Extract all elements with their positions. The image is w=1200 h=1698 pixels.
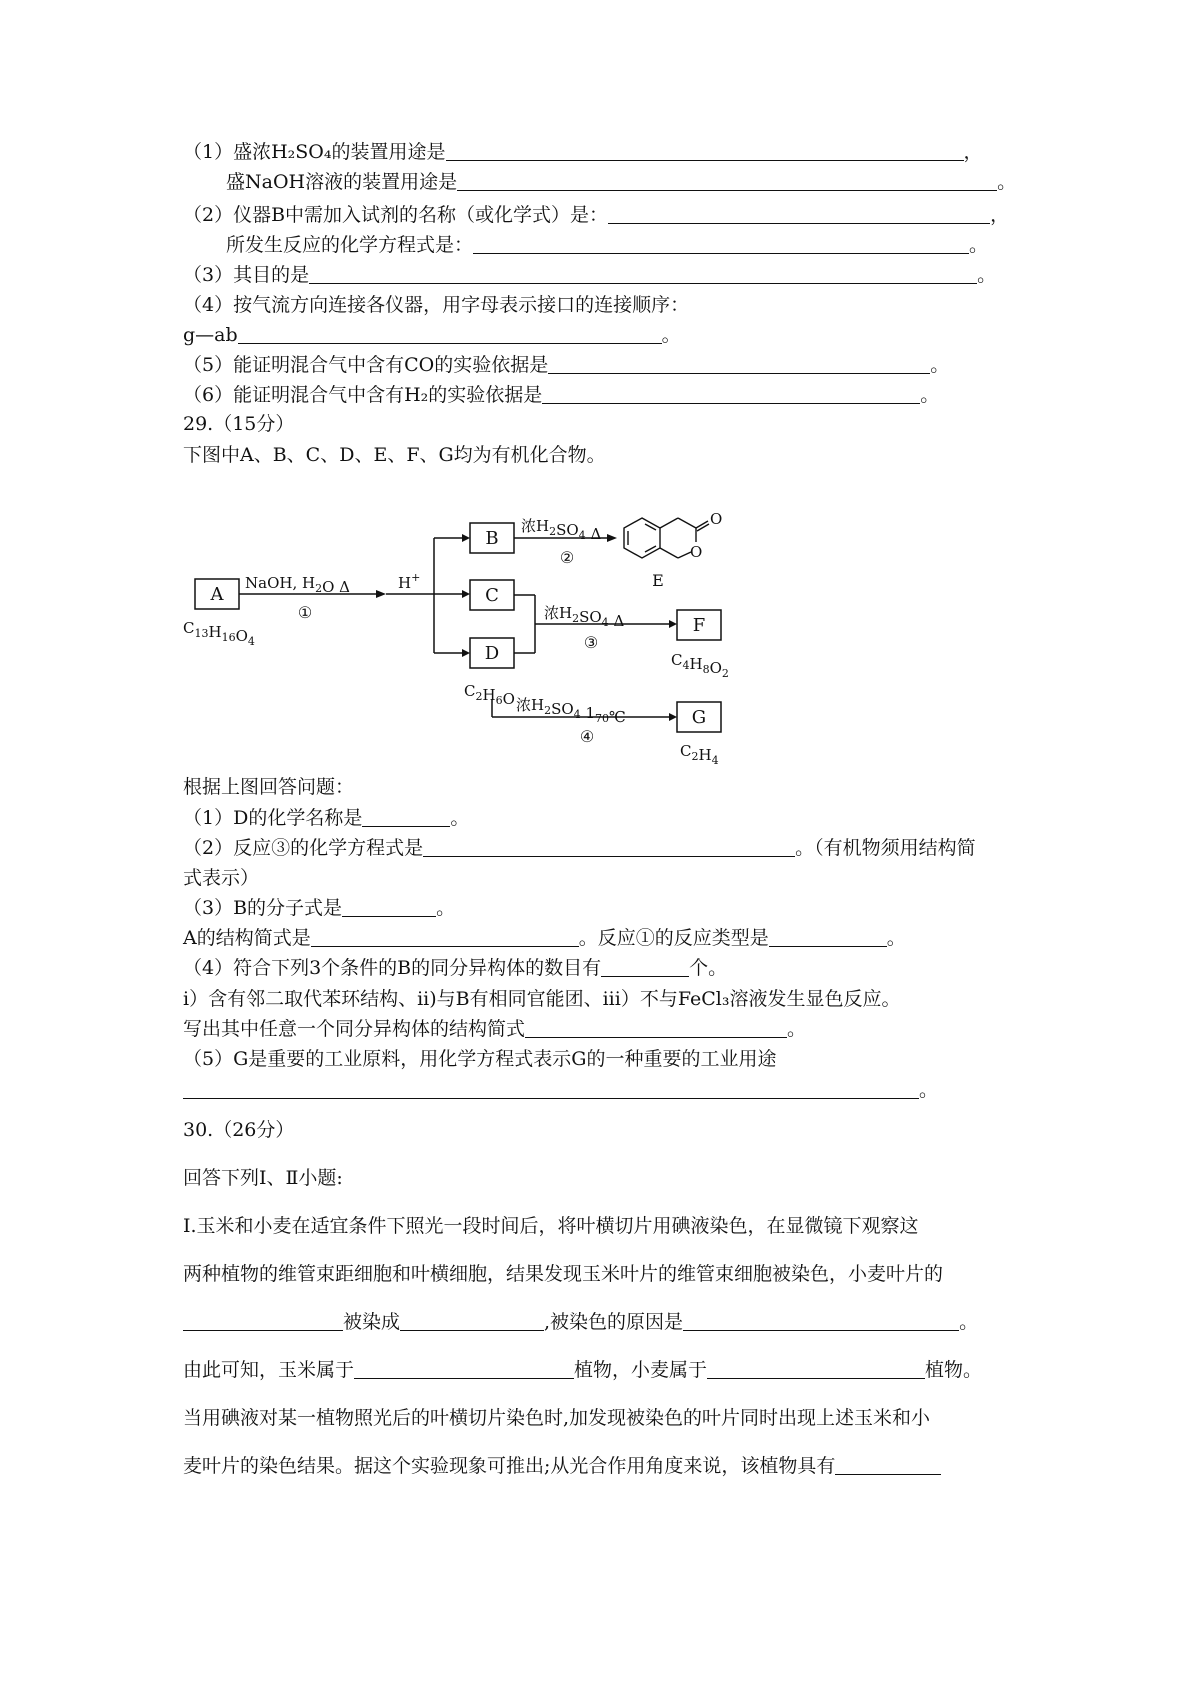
answer-blank[interactable]	[311, 928, 579, 947]
q29-sub4-conditions: i）含有邻二取代苯环结构、ii)与B有相同官能团、iii）不与FeCl₃溶液发生显色反应。	[183, 988, 901, 1010]
q28-part4	[183, 293, 689, 317]
answer-blank[interactable]	[400, 1312, 544, 1331]
answer-blank[interactable]	[457, 172, 997, 191]
q29-sub3b: A的结构简式是 。反应①的反应类型是 。	[183, 927, 906, 949]
E-carbonyl-oxygen: O	[710, 510, 723, 528]
E-ring-oxygen: O	[690, 543, 703, 561]
q30-line1: Ⅰ.玉米和小麦在适宜条件下照光一段时间后，将叶横切片用碘液染色，在显微镜下观察这	[183, 1215, 919, 1237]
answer-blank[interactable]	[423, 838, 795, 857]
arrowhead-4	[669, 713, 677, 721]
q28-part5-text: （5）能证明混合气中含有CO的实验依据是	[183, 354, 549, 376]
reaction-number-1: ①	[297, 603, 313, 622]
label-C: C	[485, 585, 499, 606]
q29-intro: 下图中A、B、C、D、E、F、G均为有机化合物。	[183, 444, 606, 466]
q29-sub4-write: 写出其中任意一个同分异构体的结构简式 。	[183, 1018, 807, 1040]
answer-blank[interactable]	[183, 1080, 919, 1099]
label-F: F	[692, 615, 706, 636]
label-G: G	[691, 707, 707, 728]
arrowhead-1	[376, 590, 386, 598]
answer-blank[interactable]	[183, 1312, 343, 1331]
q28-part4-text: （4）按气流方向连接各仪器，用字母表示接口的连接顺序：	[183, 294, 690, 316]
q28-part1b-text: 盛NaOH溶液的装置用途是	[226, 171, 458, 193]
answer-blank[interactable]	[835, 1456, 941, 1475]
arrowhead-to-C	[462, 590, 470, 598]
label-E: E	[652, 571, 664, 590]
q30-line4: 由此可知，玉米属于 植物，小麦属于 植物。	[183, 1359, 983, 1381]
answer-blank[interactable]	[446, 142, 964, 161]
q28-part2a: （2）仪器B中需加入试剂的名称（或化学式）是： ，	[183, 204, 1010, 226]
arrowhead-to-D	[462, 649, 470, 657]
answer-blank[interactable]	[362, 808, 450, 827]
q30-line2: 两种植物的维管束距细胞和叶横细胞，结果发现玉米叶片的维管束细胞被染色，小麦叶片的	[183, 1263, 944, 1285]
answer-blank[interactable]	[473, 235, 969, 254]
answer-blank[interactable]	[309, 265, 977, 284]
answer-blank[interactable]	[354, 1360, 574, 1379]
reaction-number-2: ②	[559, 548, 575, 567]
q28-part2a-text: （2）仪器B中需加入试剂的名称（或化学式）是：	[183, 204, 609, 226]
formula-F: $C_4H_8O_2$	[671, 651, 729, 680]
q29-sub2: （2）反应③的化学方程式是 。（有机物须用结构简	[183, 837, 976, 859]
answer-blank[interactable]	[683, 1312, 959, 1331]
q29-sub4: （4）符合下列3个条件的B的同分异构体的数目有 个。	[183, 957, 728, 979]
q28-part3-text: （3）其目的是	[183, 264, 310, 286]
q30-intro: 回答下列Ⅰ、Ⅱ小题:	[183, 1167, 343, 1189]
condition-4: 浓$H_2SO_4$ $1_{70}℃$	[516, 696, 626, 726]
label-D: D	[484, 643, 500, 664]
formula-D: $C_2H_6O$	[464, 682, 515, 708]
reaction-number-4: ④	[579, 727, 595, 746]
q28-part3: （3）其目的是 。	[183, 264, 997, 286]
answer-blank[interactable]	[608, 205, 990, 224]
condition-1: NaOH, $H_2O$ Δ	[245, 574, 350, 596]
answer-blank[interactable]	[238, 325, 662, 344]
label-A: A	[210, 584, 224, 605]
arrowhead-to-B	[462, 534, 470, 542]
q28-part6: （6）能证明混合气中含有H₂的实验依据是 。	[183, 384, 940, 406]
arrowhead-2	[607, 534, 617, 542]
q29-sub1: （1）D的化学名称是 。	[183, 807, 470, 829]
q29-ask: 根据上图回答问题：	[183, 776, 355, 798]
reaction-scheme-diagram	[180, 500, 800, 765]
q29-sub3: （3）B的分子式是 。	[183, 897, 456, 919]
condition-2: 浓$H_2SO_4$ Δ	[521, 517, 602, 543]
q29-sub5: （5）G是重要的工业原料，用化学方程式表示G的一种重要的工业用途	[183, 1048, 777, 1070]
formula-G: $C_2H_4$	[680, 742, 719, 765]
q30-header: 30.（26分）	[183, 1119, 295, 1141]
q29-header: 29.（15分）	[183, 413, 295, 435]
q28-part4b: g—ab 。	[183, 324, 681, 346]
answer-blank[interactable]	[525, 1019, 787, 1038]
q30-line5: 当用碘液对某一植物照光后的叶横切片染色时,加发现被染色的叶片同时出现上述玉米和小	[183, 1407, 931, 1429]
answer-blank[interactable]	[342, 898, 436, 917]
acid-label: H+	[398, 571, 421, 592]
q29-sub2-cont: 式表示）	[183, 867, 260, 889]
q28-part1a: （1）盛浓H₂SO₄的装置用途是 ，	[183, 141, 983, 163]
q28-part1b: 盛NaOH溶液的装置用途是 。	[226, 171, 1017, 193]
q28-part2b: 所发生反应的化学方程式是： 。	[226, 234, 989, 256]
answer-blank[interactable]	[542, 385, 920, 404]
answer-blank[interactable]	[548, 355, 930, 374]
reaction-number-3: ③	[583, 633, 599, 652]
condition-3: 浓$H_2SO_4$ Δ	[544, 604, 625, 630]
q28-part4b-text: g—ab	[183, 324, 238, 346]
answer-blank[interactable]	[769, 928, 887, 947]
q28-part2b-text: 所发生反应的化学方程式是：	[226, 234, 474, 256]
q30-line3: 被染成 ,被染色的原因是 。	[183, 1310, 978, 1334]
q28-part5: （5）能证明混合气中含有CO的实验依据是 。	[183, 354, 950, 376]
q28-part1a-text: （1）盛浓H₂SO₄的装置用途是	[183, 141, 446, 163]
q28-part6-text: （6）能证明混合气中含有H₂的实验依据是	[183, 384, 543, 406]
label-B: B	[485, 528, 499, 549]
answer-blank[interactable]	[707, 1360, 925, 1379]
answer-blank[interactable]	[601, 958, 689, 977]
arrowhead-3	[669, 620, 677, 628]
formula-A: $C_{13}H_{16}O_4$	[183, 619, 255, 648]
q29-sub5-answer: 。	[183, 1078, 938, 1102]
q30-line6: 麦叶片的染色结果。据这个实验现象可推出;从光合作用角度来说，该植物具有	[183, 1454, 941, 1478]
